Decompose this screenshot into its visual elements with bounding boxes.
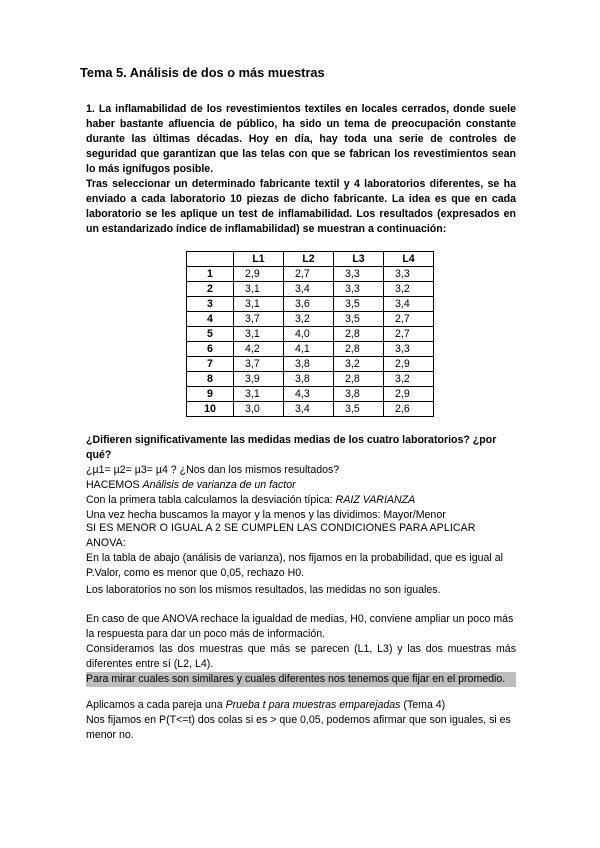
table-header-row bbox=[187, 252, 434, 267]
paired-test-section bbox=[86, 698, 516, 743]
value-cell: 2,7 bbox=[384, 327, 434, 342]
page-title: Tema 5. Análisis de dos o más muestras bbox=[80, 65, 325, 80]
row-label-cell: 4 bbox=[187, 312, 234, 327]
table-row bbox=[187, 402, 434, 417]
flammability-table bbox=[186, 251, 434, 417]
table-row bbox=[187, 312, 434, 327]
value-cell: 2,8 bbox=[334, 372, 384, 387]
value-cell: 3,1 bbox=[234, 282, 284, 297]
question-line-1: ¿µ1= µ2= µ3= µ4 ? ¿Nos dan los mismos resultados? bbox=[86, 464, 340, 476]
value-cell: 3,5 bbox=[334, 312, 384, 327]
row-label-cell: 3 bbox=[187, 297, 234, 312]
value-cell: 2,9 bbox=[234, 267, 284, 282]
table-row bbox=[187, 267, 434, 282]
row-label-cell: 8 bbox=[187, 372, 234, 387]
problem-paragraph-1: 1. La inflamabilidad de los revestimientos textiles en locales cerrados, donde suele haber bastante afluencia de público, ha sido un tema de preocupación constante durante las últimas décadas. Hoy en día, hay toda una serie de controles de seguridad que garantizan que las telas con que se fabrican los revestimientos sean lo más ignífugos posible. bbox=[86, 103, 516, 175]
paired-line-1-text: Aplicamos a cada pareja una bbox=[86, 699, 226, 711]
value-cell: 3,8 bbox=[284, 357, 334, 372]
value-cell: 2,7 bbox=[284, 267, 334, 282]
value-cell: 4,0 bbox=[284, 327, 334, 342]
table-header-cell: L1 bbox=[234, 252, 284, 267]
table-row bbox=[187, 282, 434, 297]
conclusion-section bbox=[86, 583, 516, 598]
anova-explanation: En la tabla de abajo (análisis de varianza), nos fijamos en la probabilidad, que es igual al P.Valor, como es menor que 0,05, rechazo H0. bbox=[86, 552, 503, 579]
problem-paragraph-2: Tras seleccionar un determinado fabricante textil y 4 laboratorios diferentes, se ha enviado a cada laboratorio 10 piezas de dicho fabricante. La idea es que en cada laboratorio se les aplique un test de inflamabilidad. Los resultados (expresados en un estandarizado índice de inflamabilidad) se muestran a continuación: bbox=[86, 178, 516, 235]
followup-line-2: Consideramos las dos muestras que más se parecen (L1, L3) y las dos muestras más diferentes entre sí (L2, L4). bbox=[86, 643, 516, 670]
row-label-cell: 10 bbox=[187, 402, 234, 417]
value-cell: 3,7 bbox=[234, 312, 284, 327]
table-header-cell: L4 bbox=[384, 252, 434, 267]
row-label-cell: 6 bbox=[187, 342, 234, 357]
question-heading: ¿Difieren significativamente las medidas medias de los cuatro laboratorios? ¿por qué? bbox=[86, 434, 497, 461]
value-cell: 4,2 bbox=[234, 342, 284, 357]
question-line-2 bbox=[86, 478, 516, 493]
value-cell: 3,3 bbox=[334, 282, 384, 297]
value-cell: 3,3 bbox=[334, 267, 384, 282]
value-cell: 3,8 bbox=[334, 387, 384, 402]
table-row bbox=[187, 327, 434, 342]
followup-line-1: En caso de que ANOVA rechace la igualdad de medias, H0, conviene ampliar un poco más la respuesta para dar un poco más de información. bbox=[86, 613, 514, 640]
value-cell: 3,4 bbox=[384, 297, 434, 312]
value-cell: 2,9 bbox=[384, 387, 434, 402]
value-cell: 3,5 bbox=[334, 297, 384, 312]
question-section bbox=[86, 433, 516, 523]
question-line-2-text: HACEMOS bbox=[86, 479, 143, 491]
table-row bbox=[187, 357, 434, 372]
value-cell: 3,3 bbox=[384, 267, 434, 282]
table-row bbox=[187, 297, 434, 312]
row-label-cell: 9 bbox=[187, 387, 234, 402]
value-cell: 4,3 bbox=[284, 387, 334, 402]
table-row bbox=[187, 342, 434, 357]
paired-line-1 bbox=[86, 698, 516, 713]
table-row bbox=[187, 372, 434, 387]
conclusion-text: Los laboratorios no son los mismos resultados, las medidas no son iguales. bbox=[86, 584, 441, 596]
table-header-cell: L3 bbox=[334, 252, 384, 267]
question-line-2-italic: Análisis de varianza de un factor bbox=[142, 479, 296, 491]
value-cell: 2,8 bbox=[334, 327, 384, 342]
paired-line-1-italic: Prueba t para muestras emparejadas bbox=[225, 699, 401, 711]
value-cell: 2,9 bbox=[384, 357, 434, 372]
table-header-cell: L2 bbox=[284, 252, 334, 267]
value-cell: 4,1 bbox=[284, 342, 334, 357]
value-cell: 3,4 bbox=[284, 282, 334, 297]
row-label-cell: 2 bbox=[187, 282, 234, 297]
question-line-3-text: Con la primera tabla calculamos la desviación típica: bbox=[86, 494, 336, 506]
highlighted-note: Para mirar cuales son similares y cuales diferentes nos tenemos que fijar en el promedio. bbox=[86, 672, 516, 687]
value-cell: 3,9 bbox=[234, 372, 284, 387]
question-line-3-italic: RAIZ VARIANZA bbox=[335, 494, 416, 506]
value-cell: 3,7 bbox=[234, 357, 284, 372]
problem-statement bbox=[86, 102, 516, 237]
value-cell: 3,1 bbox=[234, 297, 284, 312]
value-cell: 3,3 bbox=[384, 342, 434, 357]
paired-line-2: Nos fijamos en P(T<=t) dos colas si es > que 0,05, podemos afirmar que son iguales, si es menor no. bbox=[86, 714, 511, 741]
value-cell: 3,2 bbox=[384, 372, 434, 387]
value-cell: 3,8 bbox=[284, 372, 334, 387]
question-line-4: Una vez hecha buscamos la mayor y la menos y las dividimos: Mayor/Menor bbox=[86, 509, 446, 521]
value-cell: 2,7 bbox=[384, 312, 434, 327]
paired-line-1-suffix: (Tema 4) bbox=[400, 699, 446, 711]
row-label-cell: 7 bbox=[187, 357, 234, 372]
anova-section bbox=[86, 521, 516, 581]
value-cell: 3,0 bbox=[234, 402, 284, 417]
value-cell: 3,2 bbox=[384, 282, 434, 297]
table-row bbox=[187, 387, 434, 402]
value-cell: 3,2 bbox=[334, 357, 384, 372]
value-cell: 3,4 bbox=[284, 402, 334, 417]
row-label-cell: 5 bbox=[187, 327, 234, 342]
value-cell: 3,1 bbox=[234, 387, 284, 402]
value-cell: 3,5 bbox=[334, 402, 384, 417]
value-cell: 3,6 bbox=[284, 297, 334, 312]
table-header-cell bbox=[187, 252, 234, 267]
row-label-cell: 1 bbox=[187, 267, 234, 282]
value-cell: 2,8 bbox=[334, 342, 384, 357]
value-cell: 3,1 bbox=[234, 327, 284, 342]
followup-section bbox=[86, 612, 516, 687]
value-cell: 3,2 bbox=[284, 312, 334, 327]
value-cell: 2,6 bbox=[384, 402, 434, 417]
question-line-3 bbox=[86, 493, 516, 508]
anova-condition: SI ES MENOR O IGUAL A 2 SE CUMPLEN LAS CONDICIONES PARA APLICAR ANOVA: bbox=[86, 522, 476, 549]
